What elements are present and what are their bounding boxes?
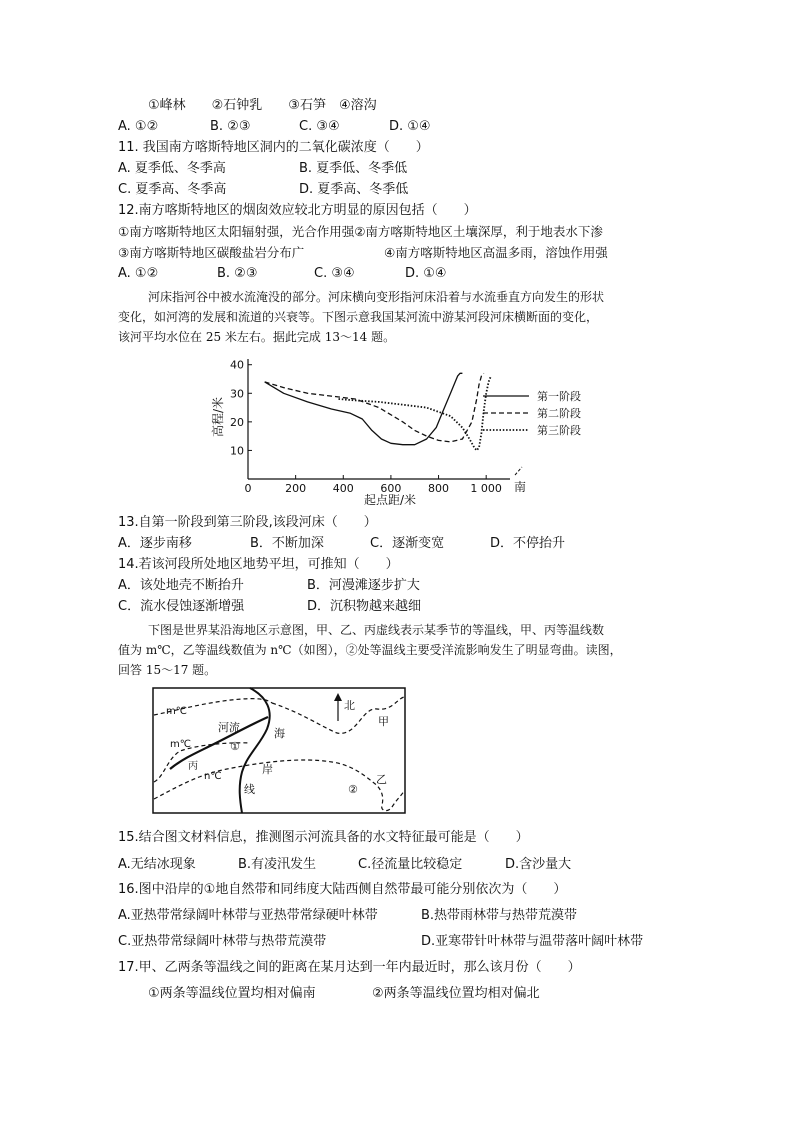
x-tick-label: 800 — [428, 482, 450, 495]
q16-option-a[interactable]: A.亚热带常绿阔叶林带与亚热带常绿硬叶林带 — [118, 908, 378, 923]
label-m-upper: m℃ — [166, 706, 187, 717]
q12-stem: 12.南方喀斯特地区的烟囱效应较北方明显的原因包括（ ） — [118, 203, 477, 218]
q11-option-d[interactable]: D. 夏季高、冬季低 — [299, 182, 409, 197]
q12-option-c[interactable]: C. ③④ — [314, 266, 355, 281]
label-xian: 线 — [244, 783, 255, 796]
legend-label-1: 第一阶段 — [537, 390, 581, 403]
q11-option-a[interactable]: A. 夏季低、冬季高 — [118, 161, 226, 176]
q12-statement-4: ④南方喀斯特地区高温多雨，溶蚀作用强 — [384, 245, 608, 260]
q15-option-d[interactable]: D.含沙量大 — [505, 857, 572, 872]
label-bing: 丙 — [188, 761, 198, 772]
label-n: n℃ — [204, 771, 222, 782]
label-river: 河流 — [218, 721, 240, 734]
q10-option-d[interactable]: D. ①④ — [389, 119, 431, 134]
label-circle-2: ② — [348, 783, 358, 796]
x-axis-label: 起点距/米 — [363, 493, 417, 505]
x-tick-label: 200 — [285, 482, 307, 495]
passage2-line-2: 值为 m℃，乙等温线数值为 n℃（如图），②处等温线主要受洋流影响发生了明显弯曲。读图， — [118, 643, 622, 657]
q14-option-d[interactable]: D．沉积物越来越细 — [307, 599, 422, 614]
q15-option-a[interactable]: A.无结冰现象 — [118, 857, 196, 872]
q17-stem: 17.甲、乙两条等温线之间的距离在某月达到一年内最近时，那么该月份（ ） — [118, 960, 581, 975]
q11-option-c[interactable]: C. 夏季高、冬季高 — [118, 182, 227, 197]
q12-option-b[interactable]: B. ②③ — [217, 266, 258, 281]
label-hai: 海 — [274, 727, 285, 740]
q13-option-a[interactable]: A．逐步南移 — [118, 536, 192, 551]
q12-option-d[interactable]: D. ①④ — [405, 266, 447, 281]
q13-option-b[interactable]: B．不断加深 — [250, 536, 324, 551]
passage2-line-3: 回答 15～17 题。 — [118, 663, 217, 677]
south-direction-label: 南 — [514, 480, 527, 494]
q13-stem: 13.自第一阶段到第三阶段,该段河床（ ） — [118, 515, 377, 530]
x-tick-label: 400 — [332, 482, 354, 495]
q14-option-b[interactable]: B．河漫滩逐步扩大 — [307, 578, 420, 593]
riverbed-cross-section-chart — [200, 355, 600, 505]
y-axis-label: 高程/米 — [211, 396, 225, 438]
series-line-1 — [265, 373, 463, 444]
q11-option-b[interactable]: B. 夏季低、冬季低 — [299, 161, 408, 176]
x-axis-extension — [515, 467, 522, 475]
y-tick-label: 30 — [230, 387, 244, 401]
q15-option-c[interactable]: C.径流量比较稳定 — [358, 857, 463, 872]
label-circle-1: ① — [230, 740, 240, 753]
q14-option-a[interactable]: A．该处地壳不断抬升 — [118, 578, 244, 593]
q16-option-d[interactable]: D.亚寒带针叶林带与温带落叶阔叶林带 — [421, 934, 644, 949]
q13-option-c[interactable]: C．逐渐变宽 — [370, 536, 445, 551]
label-jia: 甲 — [378, 715, 389, 728]
label-an: 岸 — [262, 763, 273, 776]
series-line-2 — [265, 373, 484, 442]
passage2-line-1: 下图是世界某沿海地区示意图，甲、乙、丙虚线表示某季节的等温线，甲、丙等温线数 — [148, 623, 605, 637]
q16-option-b[interactable]: B.热带雨林带与热带荒漠带 — [421, 908, 578, 923]
y-tick-label: 20 — [230, 415, 244, 429]
coastal-isotherm-map — [152, 687, 406, 814]
q12-statement-3: ③南方喀斯特地区碳酸盐岩分布广 — [118, 245, 305, 260]
q10-option-c[interactable]: C. ③④ — [299, 119, 340, 134]
label-m-bing: m℃ — [170, 739, 191, 750]
x-tick-label: 600 — [380, 482, 402, 495]
q17-statement-2: ②两条等温线位置均相对偏北 — [372, 986, 540, 1001]
label-yi: 乙 — [376, 773, 387, 786]
passage1-line-2: 变化，如河湾的发展和流道的兴衰等。下图示意我国某河流中游某河段河床横断面的变化， — [118, 310, 599, 324]
q15-stem: 15.结合图文材料信息，推测图示河流具备的水文特征最可能是（ ） — [118, 830, 529, 845]
q12-option-a[interactable]: A. ①② — [118, 266, 159, 281]
q12-statement-1-2: ①南方喀斯特地区太阳辐射强，光合作用强②南方喀斯特地区土壤深厚，利于地表水下渗 — [118, 224, 603, 239]
q16-option-c[interactable]: C.亚热带常绿阔叶林带与热带荒漠带 — [118, 934, 327, 949]
x-tick-label: 0 — [244, 482, 252, 495]
q14-stem: 14.若该河段所处地区地势平坦，可推知（ ） — [118, 557, 399, 572]
q17-statement-1: ①两条等温线位置均相对偏南 — [148, 986, 316, 1001]
chart-legend — [483, 390, 581, 437]
q10-option-b[interactable]: B. ②③ — [210, 119, 251, 134]
legend-label-3: 第三阶段 — [537, 424, 581, 437]
q10-option-a[interactable]: A. ①② — [118, 119, 159, 134]
passage1-line-1: 河床指河谷中被水流淹没的部分。河床横向变形指河床沿着与水流垂直方向发生的形状 — [148, 290, 605, 304]
series-line-3 — [339, 376, 491, 450]
q10-items: ①峰林 ②石钟乳 ③石笋 ④溶沟 — [148, 98, 377, 113]
legend-label-2: 第二阶段 — [537, 407, 581, 420]
q11-stem: 11. 我国南方喀斯特地区洞内的二氧化碳浓度（ ） — [118, 140, 429, 155]
y-tick-label: 40 — [230, 358, 244, 372]
q13-option-d[interactable]: D．不停抬升 — [490, 536, 566, 551]
q16-stem: 16.图中沿岸的①地自然带和同纬度大陆西侧自然带最可能分别依次为（ ） — [118, 882, 567, 897]
passage1-line-3: 该河平均水位在 25 米左右。据此完成 13～14 题。 — [118, 330, 396, 344]
x-tick-label: 1 000 — [470, 482, 502, 495]
north-label: 北 — [344, 699, 355, 712]
y-tick-label: 10 — [230, 444, 244, 458]
q14-option-c[interactable]: C．流水侵蚀逐渐增强 — [118, 599, 245, 614]
q15-option-b[interactable]: B.有凌汛发生 — [238, 857, 317, 872]
